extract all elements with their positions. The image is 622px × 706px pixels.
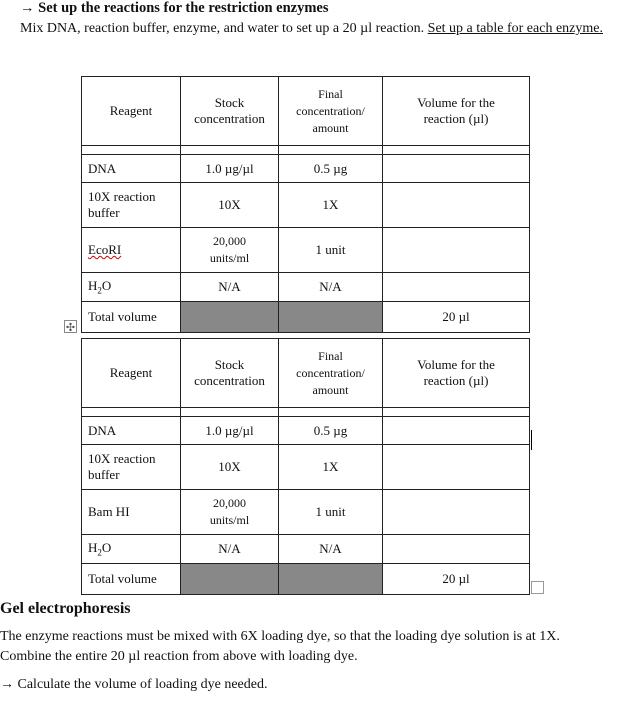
total-row (82, 302, 530, 333)
stock-cell: 10X (181, 445, 279, 490)
shaded-cell (279, 564, 383, 595)
reagent-cell: 10X reaction buffer (82, 183, 181, 228)
final-cell: 0.5 µg (279, 155, 383, 183)
ecori-reaction-table (81, 76, 530, 333)
final-cell: 1 unit (279, 490, 383, 535)
stock-cell: 1.0 µg/µl (181, 417, 279, 445)
table-resize-handle-icon[interactable] (531, 581, 544, 594)
table-header-row (82, 339, 530, 408)
stock-cell: 10X (181, 183, 279, 228)
table-row (82, 155, 530, 183)
gel-paragraph-1: The enzyme reactions must be mixed with 6X loading dye, so that the loading dye solution is at 1X. (0, 629, 560, 644)
total-volume[interactable]: 20 µl (383, 302, 530, 333)
header-final: Final concentration/ amount (279, 77, 383, 146)
gel-heading: Gel electrophoresis (0, 600, 131, 617)
header-reagent: Reagent (82, 77, 181, 146)
total-label: Total volume (82, 302, 181, 333)
volume-input-cell[interactable] (383, 183, 530, 228)
volume-input-cell[interactable] (383, 228, 530, 273)
shaded-cell (181, 564, 279, 595)
stock-cell: 1.0 µg/µl (181, 155, 279, 183)
bamhi-reaction-table (81, 338, 530, 595)
section-heading-restriction: → Set up the reactions for the restriction enzymes (20, 0, 329, 16)
total-row (82, 564, 530, 595)
header-stock: Stock concentration (181, 339, 279, 408)
reagent-cell: EcoRI (82, 228, 181, 273)
header-final: Final concentration/ amount (279, 339, 383, 408)
stock-cell: N/A (181, 535, 279, 564)
shaded-cell (279, 302, 383, 333)
volume-input-cell[interactable] (383, 445, 530, 490)
table-row (82, 273, 530, 302)
stock-cell: N/A (181, 273, 279, 302)
table-move-handle-icon[interactable]: ✣ (65, 321, 76, 334)
shaded-cell (181, 302, 279, 333)
reagent-cell: $H_2O$ (82, 273, 181, 302)
total-label: Total volume (82, 564, 181, 595)
gel-paragraph-2: Combine the entire 20 µl reaction from above with loading dye. (0, 649, 358, 664)
intro-text: Mix DNA, reaction buffer, enzyme, and water to set up a 20 µl reaction. (20, 21, 425, 36)
header-volume: Volume for the reaction (µl) (383, 339, 530, 408)
reagent-cell: $H_2O$ (82, 535, 181, 564)
final-cell: 0.5 µg (279, 417, 383, 445)
text-cursor (531, 430, 532, 450)
table-row (82, 445, 530, 490)
final-cell: 1X (279, 183, 383, 228)
final-cell: N/A (279, 535, 383, 564)
final-cell: 1 unit (279, 228, 383, 273)
table-row (82, 490, 530, 535)
final-cell: N/A (279, 273, 383, 302)
final-cell: 1X (279, 445, 383, 490)
reagent-cell: DNA (82, 417, 181, 445)
table-row (82, 228, 530, 273)
table-row (82, 183, 530, 228)
intro-paragraph (20, 20, 620, 38)
volume-input-cell[interactable] (383, 490, 530, 535)
header-reagent: Reagent (82, 339, 181, 408)
volume-input-cell[interactable] (383, 155, 530, 183)
header-stock: Stock concentration (181, 77, 279, 146)
volume-input-cell[interactable] (383, 417, 530, 445)
stock-cell: 20,000 units/ml (181, 228, 279, 273)
volume-input-cell[interactable] (383, 535, 530, 564)
reagent-cell: Bam HI (82, 490, 181, 535)
intro-underlined-instruction: Set up a table for each enzyme. (427, 21, 603, 36)
volume-input-cell[interactable] (383, 273, 530, 302)
table-header-row (82, 77, 530, 146)
reagent-cell: 10X reaction buffer (82, 445, 181, 490)
table-row (82, 417, 530, 445)
reagent-cell: DNA (82, 155, 181, 183)
stock-cell: 20,000 units/ml (181, 490, 279, 535)
total-volume[interactable]: 20 µl (383, 564, 530, 595)
header-volume: Volume for the reaction (µl) (383, 77, 530, 146)
gel-instruction: → Calculate the volume of loading dye needed. (0, 677, 268, 692)
table-row (82, 535, 530, 564)
